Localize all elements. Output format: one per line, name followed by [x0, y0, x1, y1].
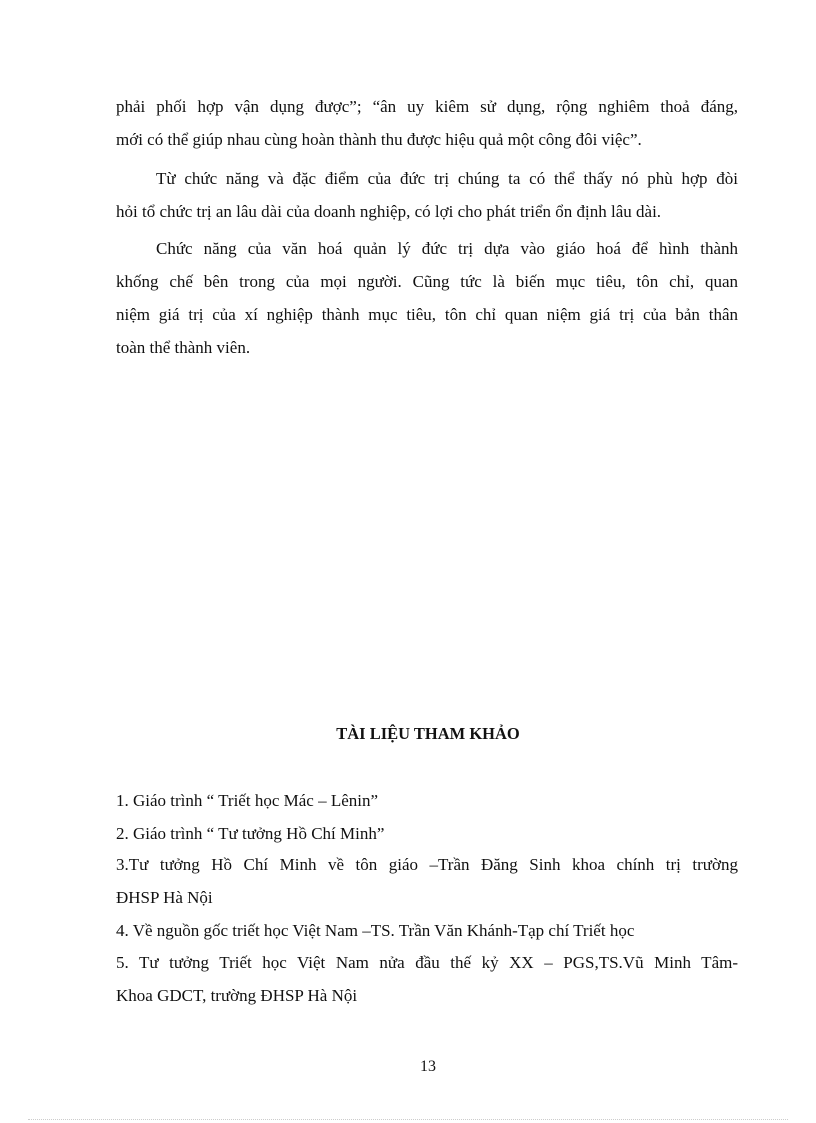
reference-item-5-line-1: 5. Tư tưởng Triết học Việt Nam nửa đầu thế kỷ XX – PGS,TS.Vũ Minh Tâm- [116, 953, 738, 972]
bottom-divider [28, 1119, 788, 1120]
reference-item-4-text: 4. Về nguồn gốc triết học Việt Nam –TS. Trần Văn Khánh-Tạp chí Triết học [116, 921, 635, 940]
paragraph-1-line-2: mới có thể giúp nhau cùng hoàn thành thu được hiệu quả một công đôi việc”. [116, 130, 642, 149]
reference-item-1 [116, 784, 738, 817]
page-number: 13 [420, 1058, 436, 1075]
paragraph-3-line-4: toàn thể thành viên. [116, 338, 251, 357]
paragraph-2-line-2: hỏi tổ chức trị an lâu dài của doanh nghiệp, có lợi cho phát triển ổn định lâu dài. [116, 202, 662, 221]
paragraph-3-line-2: khống chế bên trong của mọi người. Cũng tức là biến mục tiêu, tôn chỉ, quan [116, 272, 738, 291]
references-heading: TÀI LIỆU THAM KHẢO [336, 724, 520, 743]
reference-item-3-line-2: ĐHSP Hà Nội [116, 888, 213, 907]
paragraph-3-line-3: niệm giá trị của xí nghiệp thành mục tiêu, tôn chỉ quan niệm giá trị của bản thân [116, 305, 738, 324]
reference-item-5-line-2: Khoa GDCT, trường ĐHSP Hà Nội [116, 986, 358, 1005]
reference-item-5 [116, 946, 738, 1012]
paragraph-3-line-1: Chức năng của văn hoá quản lý đức trị dựa vào giáo hoá để hình thành [156, 239, 738, 258]
reference-item-2-text: 2. Giáo trình “ Tư tưởng Hồ Chí Minh” [116, 824, 385, 843]
paragraph-3 [116, 232, 738, 364]
reference-item-3 [116, 848, 738, 914]
reference-item-4 [116, 914, 738, 947]
paragraph-1 [116, 90, 738, 156]
reference-item-1-text: 1. Giáo trình “ Triết học Mác – Lênin” [116, 791, 379, 810]
paragraph-2 [116, 162, 738, 228]
paragraph-1-line-1: phải phối hợp vận dụng được”; “ân uy kiêm sử dụng, rộng nghiêm thoả đáng, [116, 97, 738, 116]
reference-item-3-line-1: 3.Tư tưởng Hồ Chí Minh về tôn giáo –Trần Đăng Sinh khoa chính trị trường [116, 855, 738, 874]
reference-item-2 [116, 817, 738, 850]
paragraph-2-line-1: Từ chức năng và đặc điểm của đức trị chúng ta có thể thấy nó phù hợp đòi [156, 169, 738, 188]
